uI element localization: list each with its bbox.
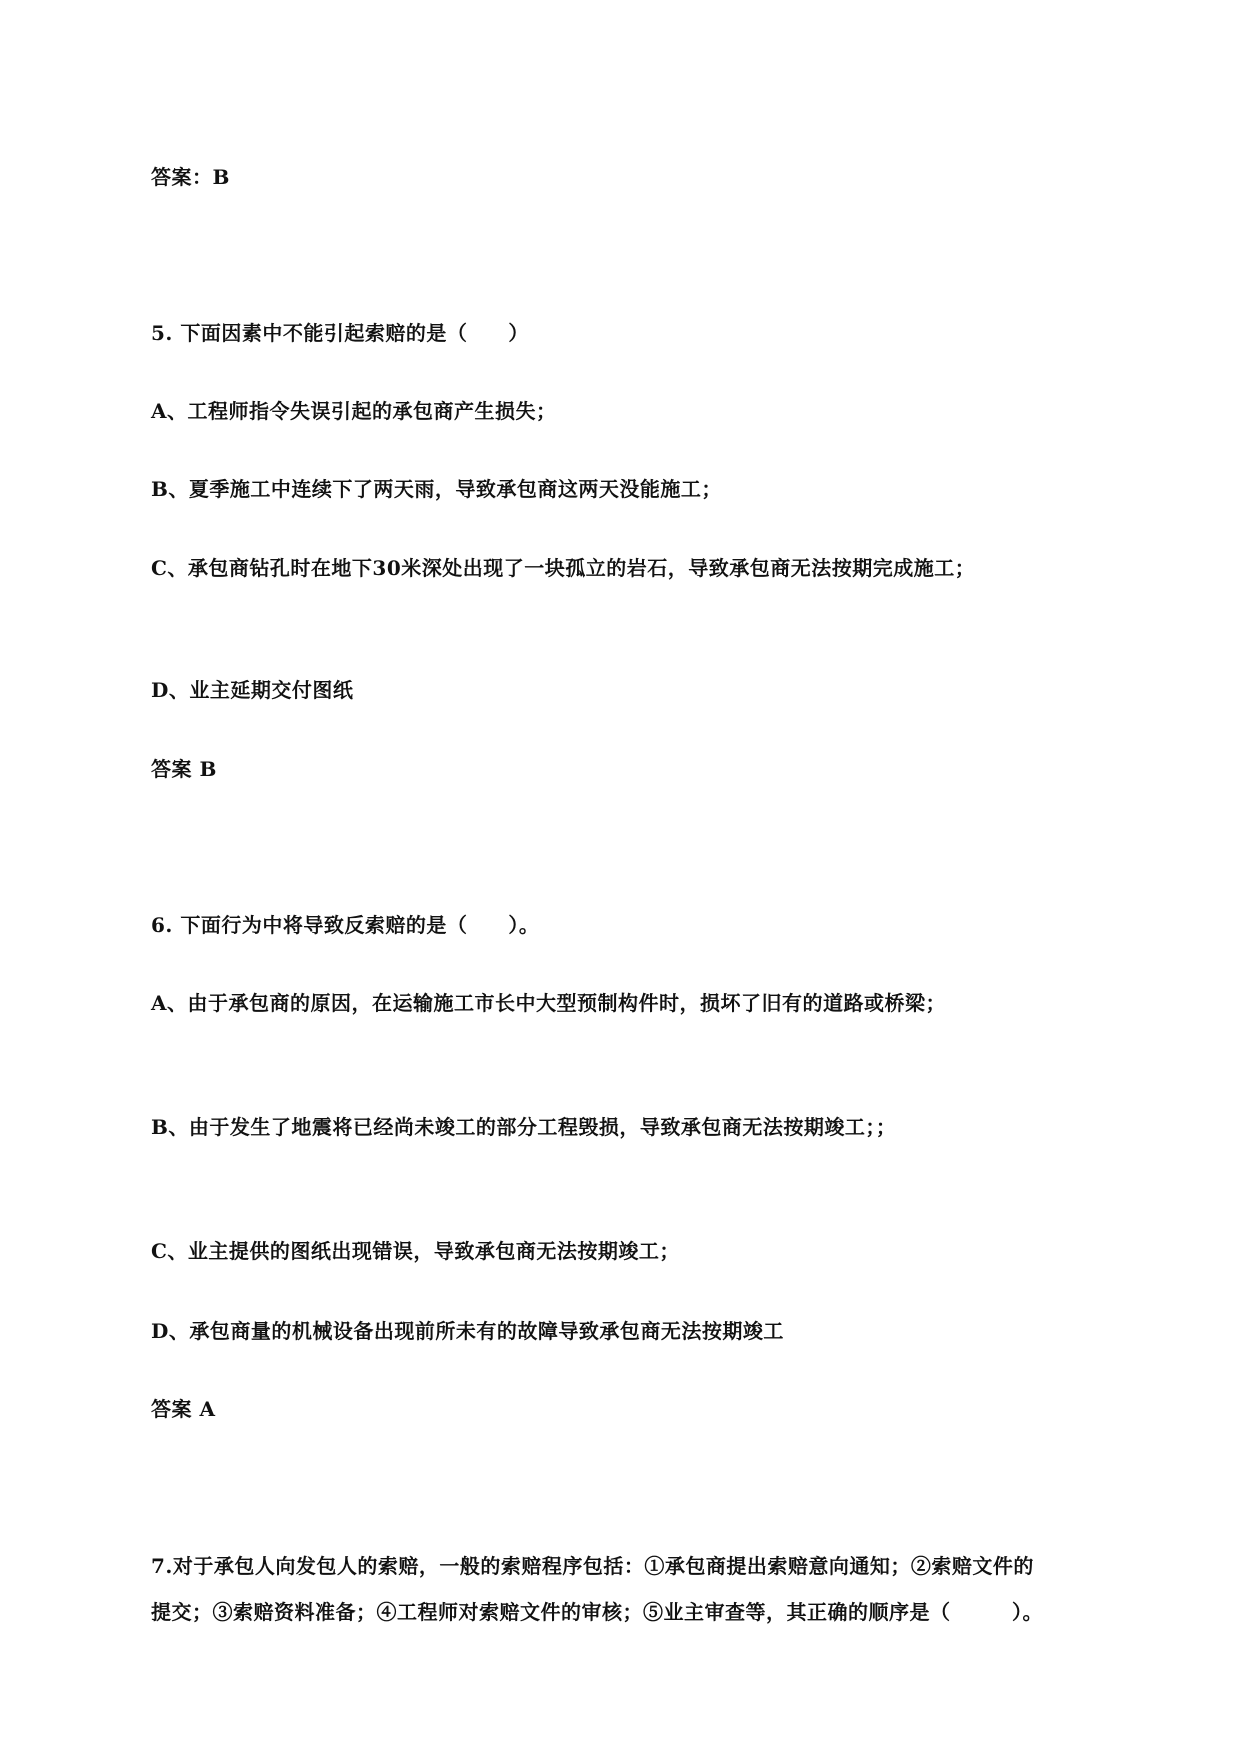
question-5-option-a: A、工程师指令失误引起的承包商产生损失；: [151, 399, 557, 423]
question-6-option-a: A、由于承包商的原因，在运输施工市长中大型预制构件时，损坏了旧有的道路或桥梁；: [151, 991, 947, 1015]
question-7-stem-line1: 7.对于承包人向发包人的索赔，一般的索赔程序包括：①承包商提出索赔意向通知；②索赔文件的: [151, 1554, 1034, 1578]
answer-6: 答案 A: [151, 1397, 216, 1421]
question-7-stem-line2: 提交；③索赔资料准备；④工程师对索赔文件的审核；⑤业主审查等，其正确的顺序是（ ）。: [151, 1600, 1043, 1624]
question-5-stem: 5. 下面因素中不能引起索赔的是（ ）: [151, 321, 529, 345]
question-6-option-c: C、业主提供的图纸出现错误，导致承包商无法按期竣工；: [151, 1239, 680, 1263]
question-5-option-b: B、夏季施工中连续下了两天雨，导致承包商这两天没能施工；: [151, 477, 722, 501]
answer-5: 答案 B: [151, 757, 217, 781]
question-6-option-d: D、承包商量的机械设备出现前所未有的故障导致承包商无法按期竣工: [151, 1319, 784, 1343]
answer-4: 答案：B: [151, 165, 230, 189]
question-5-option-c: C、承包商钻孔时在地下30米深处出现了一块孤立的岩石，导致承包商无法按期完成施工；: [151, 556, 976, 580]
question-6-option-b: B、由于发生了地震将已经尚未竣工的部分工程毁损，导致承包商无法按期竣工；；: [151, 1115, 897, 1139]
question-6-stem: 6. 下面行为中将导致反索赔的是（ ）。: [151, 913, 540, 937]
question-5-option-d: D、业主延期交付图纸: [151, 678, 354, 702]
